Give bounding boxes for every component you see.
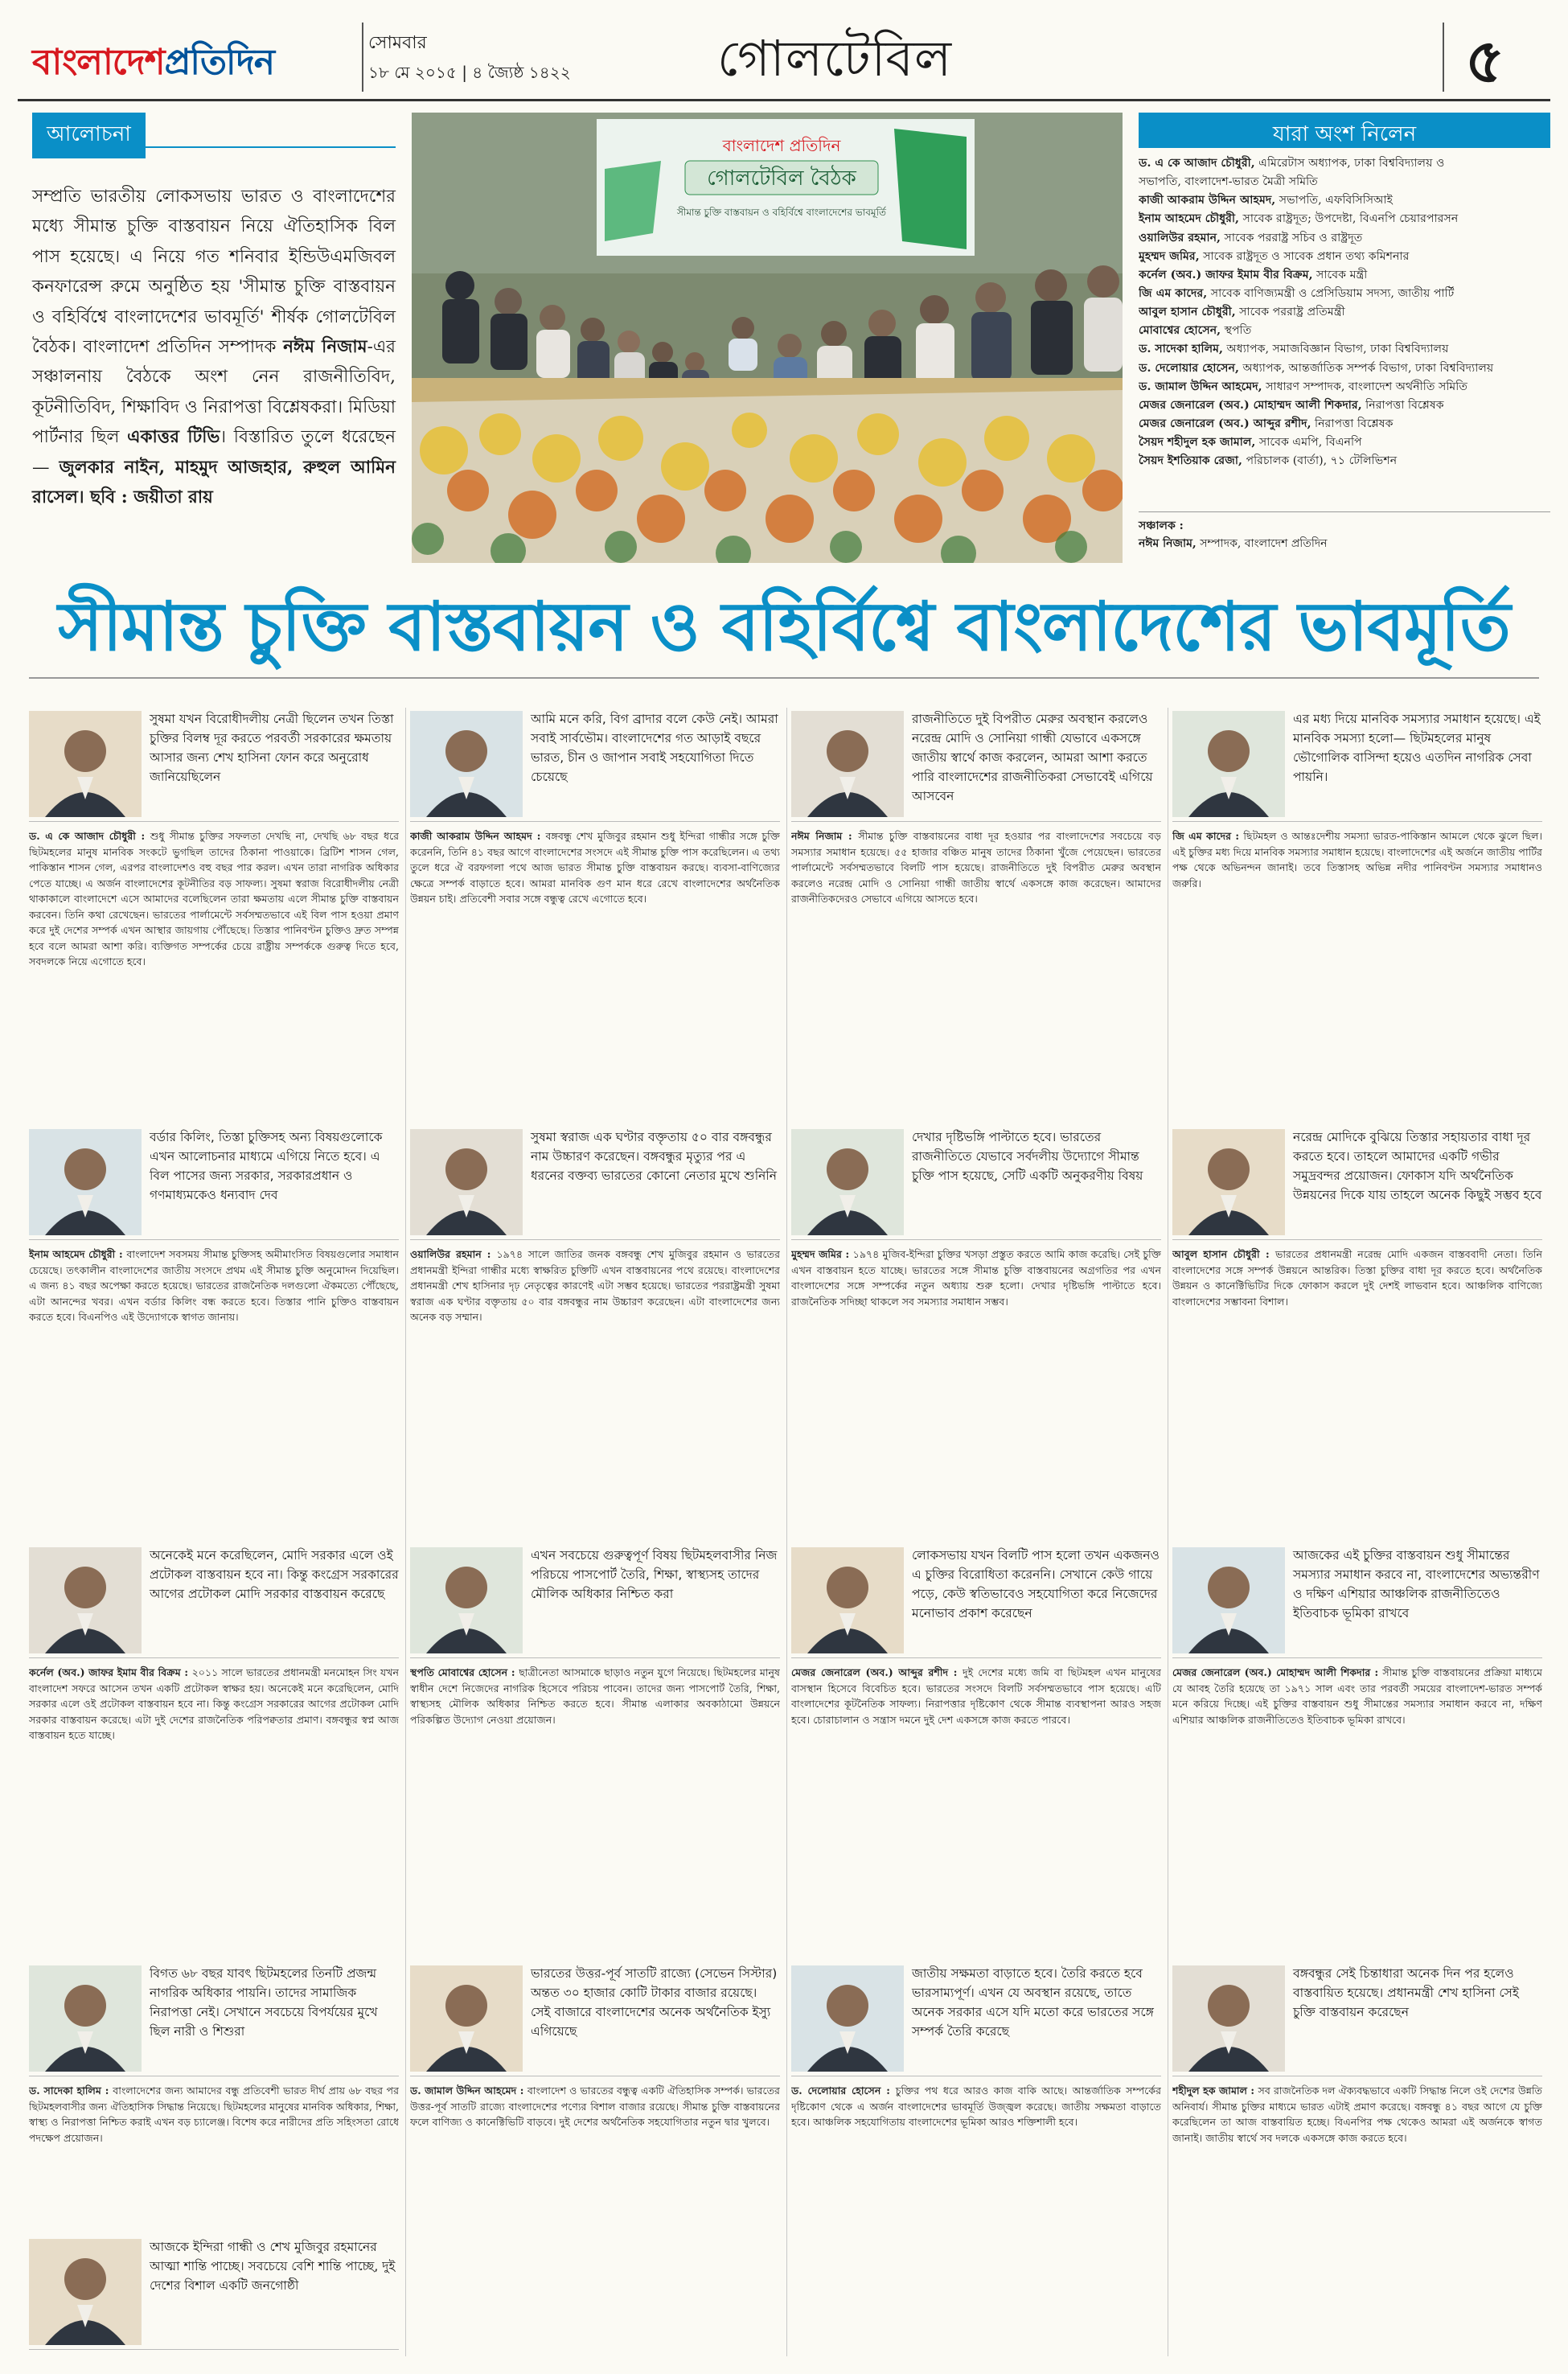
headline-rule <box>29 677 1539 679</box>
speaker-portrait <box>1172 1129 1285 1235</box>
speaker-text: ছাত্রীনেতা আসমাকে ছাড়াও নতুন যুগে নিয়েছে। ছিটমহলের মানুষ স্বাধীন দেশে নিজেদের নাগরিক হিসেবে পরিচয় পাবেন। তাদের জন্য পাসপোর্ট তৈরি, শিক্ষা, স্বাস্থ্যসহ মৌলিক অধিকার নিশ্চিত করতে হবে। সীমান্ত এলাকার অবকাঠামো উন্নয়নে পরিকল্পিত উদ্যোগ নেওয়া প্রয়োজন। <box>410 1666 780 1726</box>
page-number: ৫ <box>1465 25 1505 97</box>
pull-quote <box>410 1962 780 2076</box>
speaker-portrait <box>29 1547 142 1653</box>
speaker-text: ভারতের প্রধানমন্ত্রী নরেন্দ্র মোদি একজন বাস্তববাদী নেতা। তিনি বাংলাদেশের সঙ্গে সম্পর্ক উন্নয়নে আন্তরিক। তিস্তা চুক্তির বাধা দূর করতে হবে। অর্থনৈতিক উন্নয়ন ও কানেক্টিভিটির দিকে ফোকাস করলে দুই দেশই লাভবান হবে। আঞ্চলিক বাণিজ্যে বাংলাদেশের সম্ভাবনা বিশাল। <box>1172 1248 1542 1308</box>
speaker-name: ড. দেলোয়ার হোসেন : <box>791 2084 896 2097</box>
moderator-label: সঞ্চালক : <box>1139 520 1184 532</box>
speaker-text: সীমান্ত চুক্তি বাস্তবায়নের বাধা দূর হওয়ার পর বাংলাদেশের সবচেয়ে বড় সমস্যার সমাধান হয়েছে। ৫৫ হাজার বঞ্চিত মানুষ তাদের ঠিকানা খুঁজে পেয়েছেন। ভারতের পার্লামেন্টে সর্বসম্মতভাবে বিলটি পাস হয়েছে। রাজনীতিতে দুই বিপরীত মেরুর অবস্থান করলেও নরেন্দ্র মোদি ও সোনিয়া গান্ধী জাতীয় স্বার্থে একসঙ্গে কাজ করেছেন। আমাদের রাজনীতিকদেরও সেভাবে এগিয়ে আসতে হবে। <box>791 830 1161 906</box>
participant-desc: পরিচালক (বার্তা), ৭১ টেলিভিশন <box>1242 454 1398 468</box>
speaker-statement <box>791 2083 1161 2130</box>
banner-logo: বাংলাদেশ প্রতিদিন <box>722 136 841 155</box>
participant-row <box>1139 415 1550 433</box>
participant-row <box>1139 173 1550 191</box>
speaker-name: ওয়ালিউর রহমান : <box>410 1248 497 1260</box>
speaker-text: সীমান্ত চুক্তি বাস্তবায়নের প্রক্রিয়া মাধ্যমে যে আবহ তৈরি হয়েছে তা ১৯৭১ সাল এবং তার পরবর্তী সময়ের বাংলাদেশ-ভারত সম্পর্ক মনে করিয়ে দিচ্ছে। এই চুক্তির বাস্তবায়ন শুধু সীমান্তের সমস্যার সমাধান করবে না, দক্ষিণ এশিয়ার আঞ্চলিক রাজনীতিতেও ইতিবাচক ভূমিকা রাখবে। <box>1172 1666 1542 1726</box>
speaker-statement <box>1172 1247 1542 1309</box>
roundtable-photo-illustration <box>412 113 1123 563</box>
speaker-portrait <box>1172 1965 1285 2072</box>
speaker-portrait <box>791 1547 904 1653</box>
speaker-block <box>410 1962 780 2228</box>
speaker-portrait <box>791 1965 904 2072</box>
participant-row <box>1139 210 1550 228</box>
issue-date: ১৮ মে ২০১৫ | ৪ জ্যৈষ্ঠ ১৪২২ <box>368 63 571 82</box>
participants-label: যারা অংশ নিলেন <box>1139 113 1550 148</box>
speaker-text: বাংলাদেশের জন্য আমাদের বন্ধু প্রতিবেশী ভারত দীর্ঘ প্রায় ৬৮ বছর পর ছিটমহলবাসীর জন্য ঐতিহাসিক সিদ্ধান্ত নিয়েছে। ছিটমহলের মানুষের মানবিক অধিকার, শিক্ষা, স্বাস্থ্য ও নিরাপত্তা নিশ্চিত করাই এখন বড় চ্যালেঞ্জ। বিশেষ করে নারীদের প্রতি সহিংসতা রোধে পদক্ষেপ প্রয়োজন। <box>29 2084 399 2144</box>
issue-day: সোমবার <box>368 33 427 53</box>
pull-quote-text: আজকের এই চুক্তির বাস্তবায়ন শুধু সীমান্তের সমস্যার সমাধান করবে না, বাংলাদেশের অভ্যন্তরীণ ও দক্ষিণ এশিয়ার আঞ্চলিক রাজনীতিতেও ইতিবাচক ভূমিকা রাখবে <box>1293 1548 1540 1621</box>
speaker-block <box>791 1962 1161 2228</box>
participant-desc: সাবেক রাষ্ট্রদূত; উপদেষ্টা, বিএনপি চেয়ারপারসন <box>1238 212 1459 226</box>
pull-quote-text: জাতীয় সক্ষমতা বাড়াতে হবে। তৈরি করতে হবে ভারসাম্যপূর্ণ। এখন যে অবস্থান রয়েছে, তাতে অনেক সরকার এসে যদি মতো করে ভারতের সঙ্গে সম্পর্ক তৈরি করেছে <box>912 1966 1154 2039</box>
speaker-portrait <box>29 1129 142 1235</box>
intro-label-bar <box>32 113 396 148</box>
pull-quote <box>791 1126 1161 1240</box>
speaker-block <box>791 1544 1161 1946</box>
banner-title: গোলটেবিল বৈঠক <box>707 166 856 191</box>
pull-quote <box>1172 1544 1542 1658</box>
speaker-block <box>1172 1962 1542 2228</box>
column-divider <box>786 708 787 2356</box>
intro-text-b: -এর সঞ্চালনায় বৈঠকে অংশ নেন রাজনীতিবিদ, কূটনীতিবিদ, শিক্ষাবিদ ও নিরাপত্তা বিশ্লেষকরা। মিডিয়া পার্টনার ছিল <box>32 337 396 448</box>
speaker-name: মেজর জেনারেল (অব.) মোহাম্মদ আলী শিকদার : <box>1172 1666 1383 1678</box>
participant-name: ওয়ালিউর রহমান, <box>1139 231 1221 244</box>
participant-name: ইনাম আহমেদ চৌধুরী, <box>1139 212 1239 226</box>
roundtable-photo[interactable] <box>412 113 1123 563</box>
speaker-text: সব রাজনৈতিক দল ঐক্যবদ্ধভাবে একটি সিদ্ধান্ত নিলে ওই দেশের উন্নতি অনিবার্য। সীমান্ত চুক্তির মাধ্যমে ভারত এটাই প্রমাণ করেছে। বঙ্গবন্ধু ৪১ বছর আগে যে চুক্তি করেছিলেন তা আজ বাস্তবায়িত হচ্ছে। বিএনপির পক্ষ থেকেও আমরা এই অর্জনকে স্বাগত জানাই। জাতীয় স্বার্থে সব দলকে একসঙ্গে কাজ করতে হবে। <box>1172 2084 1542 2144</box>
speaker-statement <box>791 1665 1161 1727</box>
participant-row <box>1139 303 1550 322</box>
pull-quote-text: এখন সবচেয়ে গুরুত্বপূর্ণ বিষয় ছিটমহলবাসীর নিজ পরিচয়ে পাসপোর্ট তৈরি, শিক্ষা, স্বাস্থ্যসহ তাদের মৌলিক অধিকার নিশ্চিত করা <box>531 1548 778 1602</box>
speaker-text: বাংলাদেশ ও ভারতের বন্ধুত্ব একটি ঐতিহাসিক সম্পর্ক। ভারতের উত্তর-পূর্ব সাতটি রাজ্যে বাংলাদেশের পণ্যের বিশাল বাজার রয়েছে। সীমান্ত চুক্তি বাস্তবায়নের ফলে বাণিজ্য ও কানেক্টিভিটি বাড়বে। দুই দেশের অর্থনৈতিক সহযোগিতার নতুন দ্বার খুলবে। <box>410 2084 780 2129</box>
pull-quote <box>791 1544 1161 1658</box>
participants-list <box>1139 154 1550 470</box>
speaker-text: শুধু সীমান্ত চুক্তির সফলতা দেখছি না, দেখছি ৬৮ বছর ধরে ছিটমহলের মানুষ মানবিক সংকটে ভুগছিল তাদের ঠিকানা পাওয়াকে। ব্রিটিশ শাসন গেল, পাকিস্তান শাসন গেল, এরপর বাংলাদেশও বহু বছর পার করল। এখন তারা নাগরিক অধিকার পেতে যাচ্ছে। এ অর্জন বাংলাদেশের কূটনীতির বড় সাফল্য। সুষমা স্বরাজ বিরোধীদলীয় নেত্রী থাকাকালে বাংলাদেশে এসে আমাদের বলেছিলেন তারা ক্ষমতায় এলে সীমান্ত চুক্তি বাস্তবায়ন করবেন। তিনি কথা রেখেছেন। ভারতের পার্লামেন্টে সর্বসম্মতভাবে এই বিল পাস হওয়া প্রমাণ করে দুই দেশের সম্পর্ক এখন আস্থার জায়গায় পৌঁছেছে। তিস্তার পানিবণ্টন চুক্তিও দ্রুত সম্পন্ন হবে বলে আমরা আশা করি। ব্যক্তিগত সম্পর্কের চেয়ে রাষ্ট্রীয় সম্পর্ককে গুরুত্ব দিতে হবে, সবদলকে নিয়ে এগোতে হবে। <box>29 830 399 968</box>
participant-name: মেজর জেনারেল (অব.) মোহাম্মদ আলী শিকদার, <box>1139 398 1362 412</box>
speaker-name: ড. জামাল উদ্দিন আহমেদ : <box>410 2084 527 2097</box>
pull-quote-text: লোকসভায় যখন বিলটি পাস হলো তখন একজনও এ চুক্তির বিরোধিতা করেননি। সেখানে কেউ গায়ে পড়ে, কেউ স্বতিভাবেও সহযোগিতা করে নিজেদের মনোভাব প্রকাশ করেছেন <box>912 1548 1160 1621</box>
participant-row <box>1139 396 1550 415</box>
intro-text-c: । বিস্তারিত তুলে ধরেছেন— <box>32 427 396 478</box>
speaker-name: কর্নেল (অব.) জাফর ইমাম বীর বিক্রম : <box>29 1666 192 1678</box>
participant-desc: স্থপতি <box>1221 324 1252 338</box>
participant-name: সৈয়দ ইশতিয়াক রেজা, <box>1139 454 1242 468</box>
participant-desc: এমিরেটাস অধ্যাপক, ঢাকা বিশ্ববিদ্যালয় ও <box>1254 157 1445 170</box>
speaker-statement <box>1172 1665 1542 1727</box>
speaker-name: ইনাম আহমেদ চৌধুরী : <box>29 1248 127 1260</box>
speaker-text: দুই দেশের মধ্যে জমি বা ছিটমহল এখন মানুষের বাসস্থান হিসেবে বিবেচিত হবে। ভারতের সংসদে বিলটি সর্বসম্মতভাবে পাস হয়েছে। এটি বাংলাদেশের কূটনৈতিক সাফল্য। নিরাপত্তার দৃষ্টিকোণ থেকে সীমান্ত ব্যবস্থাপনা আরও সহজ হবে। চোরাচালান ও সন্ত্রাস দমনে দুই দেশ একসঙ্গে কাজ করতে পারবে। <box>791 1666 1161 1726</box>
participant-row <box>1139 433 1550 452</box>
intro-label: আলোচনা <box>32 113 146 158</box>
participant-row <box>1139 452 1550 470</box>
speaker-portrait <box>791 711 904 817</box>
moderator-line <box>1139 511 1550 553</box>
intro-editor-name: নঈম নিজাম <box>283 337 367 358</box>
moderator-name: নঈম নিজাম, <box>1139 537 1197 551</box>
participant-name: ড. দেলোয়ার হোসেন, <box>1139 361 1239 375</box>
participant-name: মোবাশ্বের হোসেন, <box>1139 324 1221 338</box>
pull-quote <box>410 708 780 822</box>
pull-quote-text: এর মধ্য দিয়ে মানবিক সমস্যার সমাধান হয়েছে। এই মানবিক সমস্যা হলো— ছিটমহলের মানুষ ভৌগোলিক বাসিন্দা হয়েও এতদিন নাগরিক সেবা পায়নি। <box>1293 712 1541 785</box>
pull-quote <box>29 1962 399 2076</box>
pull-quote <box>29 2236 399 2350</box>
participant-desc: সাবেক রাষ্ট্রদূত ও সাবেক প্রধান তথ্য কমিশনার <box>1199 249 1410 263</box>
intro-media-partner: একাত্তর টিভি <box>127 427 220 448</box>
speaker-portrait <box>29 1965 142 2072</box>
participant-desc: সাধারণ সম্পাদক, বাংলাদেশ অর্থনীতি সমিতি <box>1262 380 1467 393</box>
intro-reporters: জুলকার নাইন, মাহমুদ আজহার, রুহুল আমিন রাসেল। ছবি : জয়ীতা রায় <box>32 457 396 508</box>
speaker-statement <box>1172 2083 1542 2146</box>
participant-desc: সাবেক এমপি, বিএনপি <box>1255 436 1362 450</box>
speaker-block <box>1172 708 1542 1110</box>
speaker-name: জি এম কাদের : <box>1172 830 1244 842</box>
speaker-statement <box>29 828 399 970</box>
speaker-text: ছিটমহল ও আন্তঃদেশীয় সমস্যা ভারত-পাকিস্তান আমলে থেকে ঝুলে ছিল। এই চুক্তির মধ্য দিয়ে মানবিক সমস্যার সমাধান হয়েছে। বাংলাদেশের এই অর্জনে জাতীয় পার্টির পক্ষ থেকে অভিনন্দন জানাই। তবে তিস্তাসহ অভিন্ন নদীর পানিবণ্টন সমস্যার সমাধানও জরুরি। <box>1172 830 1542 889</box>
speaker-text: ১৯৭৪ সালে জাতির জনক বঙ্গবন্ধু শেখ মুজিবুর রহমান ও ভারতের প্রধানমন্ত্রী ইন্দিরা গান্ধীর মধ্যে স্বাক্ষরিত চুক্তিটি এখন বাস্তবায়নের পথে রয়েছে। বাংলাদেশের প্রধানমন্ত্রী শেখ হাসিনার দৃঢ় নেতৃত্বের কারণেই এটা সম্ভব হয়েছে। ভারতের পররাষ্ট্রমন্ত্রী সুষমা স্বরাজ এক ঘণ্টার বক্তৃতায় ৫০ বার বঙ্গবন্ধুর নাম উচ্চারণ করেছেন। এটা বাংলাদেশের জন্য অনেক বড় সম্মান। <box>410 1248 780 1324</box>
speaker-statement <box>1172 828 1542 891</box>
speaker-statement <box>410 1247 780 1325</box>
pull-quote-text: অনেকেই মনে করেছিলেন, মোদি সরকার এলে ওই প্রটোকল বাস্তবায়ন হবে না। কিন্তু কংগ্রেস সরকারের আগের প্রটোকল মোদি সরকার বাস্তবায়ন করেছে <box>150 1548 399 1602</box>
main-headline: সীমান্ত চুক্তি বাস্তবায়ন ও বহির্বিশ্বে বাংলাদেশের ভাবমূর্তি <box>58 586 1510 666</box>
pull-quote-text: বর্ডার কিলিং, তিস্তা চুক্তিসহ অন্য বিষয়গুলোকে এখন আলোচনার মাধ্যমে এগিয়ে নিতে হবে। এ বিল পাসের জন্য সরকার, সরকারপ্রধান ও গণমাধ্যমকেও ধন্যবাদ দেব <box>150 1130 383 1203</box>
speaker-text: ১৯৭৪ মুজিব-ইন্দিরা চুক্তির খসড়া প্রস্তুত করতে আমি কাজ করেছি। সেই চুক্তি এখন বাস্তবায়ন হতে যাচ্ছে। ভারতের সঙ্গে সীমান্ত চুক্তি বাস্তবায়নের অগ্রগতির পর এখন বাংলাদেশের সঙ্গে সম্পর্কের নতুন অধ্যায় শুরু হলো। দেখার দৃষ্টিভঙ্গি পাল্টাতে হবে। রাজনৈতিক সদিচ্ছা থাকলে সব সমস্যার সমাধান সম্ভব। <box>791 1248 1161 1308</box>
pull-quote-text: বিগত ৬৮ বছর যাবৎ ছিটমহলের তিনটি প্রজন্ম নাগরিক অধিকার পায়নি। তাদের সামাজিক নিরাপত্তা নেই। সেখানে সবচেয়ে বিপর্যয়ের মুখে ছিল নারী ও শিশুরা <box>150 1966 378 2039</box>
participant-row <box>1139 266 1550 285</box>
speaker-block <box>29 2236 399 2364</box>
participant-desc: অধ্যাপক, আন্তর্জাতিক সম্পর্ক বিভাগ, ঢাকা বিশ্ববিদ্যালয় <box>1238 361 1494 375</box>
participant-row <box>1139 191 1550 210</box>
speaker-name: মেজর জেনারেল (অব.) আব্দুর রশীদ : <box>791 1666 963 1678</box>
participant-desc: সাবেক পররাষ্ট্র প্রতিমন্ত্রী <box>1235 306 1345 319</box>
logo-text-1: বাংলাদেশ <box>32 42 165 83</box>
participant-desc: সাবেক মন্ত্রী <box>1312 268 1368 281</box>
participant-row <box>1139 154 1550 173</box>
speaker-statement <box>29 2083 399 2146</box>
pull-quote <box>1172 708 1542 822</box>
participant-row <box>1139 378 1550 396</box>
pull-quote-text: বঙ্গবন্ধুর সেই চিন্তাধারা অনেক দিন পর হলেও বাস্তবায়িত হয়েছে। প্রধানমন্ত্রী শেখ হাসিনা সেই চুক্তি বাস্তবায়ন করেছেন <box>1293 1966 1519 2020</box>
participant-row <box>1139 248 1550 266</box>
speaker-statement <box>410 2083 780 2130</box>
participant-name: সৈয়দ শহীদুল হক জামাল, <box>1139 436 1256 450</box>
participant-row <box>1139 229 1550 248</box>
speaker-portrait <box>29 2239 142 2345</box>
speaker-block <box>29 1962 399 2228</box>
participant-name: ড. এ কে আজাদ চৌধুরী, <box>1139 157 1255 170</box>
pull-quote <box>410 1544 780 1658</box>
speaker-statement <box>29 1247 399 1325</box>
speaker-statement <box>410 828 780 907</box>
pull-quote <box>29 708 399 822</box>
participant-desc: সভাপতি, এফবিসিসিআই <box>1275 194 1394 207</box>
newspaper-logo[interactable] <box>32 35 274 94</box>
speaker-block <box>791 708 1161 1110</box>
intro-paragraph <box>32 182 396 512</box>
participant-name: মুহম্মদ জমির, <box>1139 249 1200 263</box>
speaker-portrait <box>410 1129 523 1235</box>
pull-quote-text: নরেন্দ্র মোদিকে বুঝিয়ে তিস্তার সহায়তার বাধা দূর করতে হবে। তাহলে আমাদের একটি গভীর সমুদ্রবন্দর প্রয়োজন। ফোকাস যদি অর্থনৈতিক উন্নয়নের দিকে যায় তাহলে অনেক কিছুই সম্ভব হবে <box>1293 1130 1542 1203</box>
speaker-block <box>29 1126 399 1528</box>
pull-quote-text: আজকে ইন্দিরা গান্ধী ও শেখ মুজিবুর রহমানের আত্মা শান্তি পাচ্ছে। সবচেয়ে বেশি শান্তি পাচ্ছে, দুই দেশের বিশাল একটি জনগোষ্ঠী <box>150 2240 396 2294</box>
speaker-portrait <box>410 1547 523 1653</box>
column-divider <box>405 708 406 2356</box>
speaker-block <box>1172 1544 1542 1946</box>
speaker-block <box>410 1544 780 1946</box>
speaker-block <box>29 708 399 1110</box>
speaker-portrait <box>410 711 523 817</box>
pull-quote <box>1172 1962 1542 2076</box>
speaker-statement <box>791 1247 1161 1309</box>
participant-desc: সাবেক পররাষ্ট্র সচিব ও রাষ্ট্রদূত <box>1221 231 1363 244</box>
pull-quote-text: ভারতের উত্তর-পূর্ব সাতটি রাজ্যে (সেভেন সিস্টার) অন্তত ৩০ হাজার কোটি টাকার বাজার রয়েছে। সেই বাজারে বাংলাদেশের অনেক অর্থনৈতিক ইস্যু এগিয়েছে <box>531 1966 778 2039</box>
pull-quote-text: সুষমা যখন বিরোধীদলীয় নেত্রী ছিলেন তখন তিস্তা চুক্তির বিলম্ব দূর করতে পরবর্তী সরকারের ক্ষমতায় আসার জন্য শেখ হাসিনা ফোন করে অনুরোধ জানিয়েছিলেন <box>150 712 394 785</box>
speaker-portrait <box>29 711 142 817</box>
speaker-name: আবুল হাসান চৌধুরী : <box>1172 1248 1275 1260</box>
speaker-name: নঈম নিজাম : <box>791 830 859 842</box>
speaker-name: ড. এ কে আজাদ চৌধুরী : <box>29 830 150 842</box>
participant-desc: নিরাপত্তা বিশ্লেষক <box>1311 417 1394 430</box>
pull-quote <box>1172 1126 1542 1240</box>
speaker-statement <box>410 1665 780 1727</box>
participant-desc: সভাপতি, বাংলাদেশ-ভারত মৈত্রী সমিতি <box>1139 175 1318 189</box>
speaker-block <box>791 1126 1161 1528</box>
speaker-block <box>410 1126 780 1528</box>
pull-quote <box>29 1126 399 1240</box>
speaker-name: ড. সাদেকা হালিম : <box>29 2084 113 2097</box>
participant-name: ড. সাদেকা হালিম, <box>1139 343 1223 356</box>
speaker-text: বঙ্গবন্ধু শেখ মুজিবুর রহমান শুধু ইন্দিরা গান্ধীর সঙ্গে চুক্তি করেননি, তিনি ৪১ বছর আগে বাংলাদেশের সংসদে এই সীমান্ত চুক্তি পাস করেছিলেন। এ তথ্য তুলে ধরে ঐ বরফগলা পথে আজ ভারত সীমান্ত চুক্তি বাস্তবায়ন করছে। ব্যবসা-বাণিজ্যের ক্ষেত্রে সম্পর্ক বাড়াতে হবে। আমরা মানবিক গুণ মান ধরে রেখে বাংলাদেশের অর্থনৈতিক উন্নয়ন চাই। প্রতিবেশী সবার সঙ্গে বন্ধুত্ব রেখে এগোতে হবে। <box>410 830 780 906</box>
speaker-text: বাংলাদেশ সবসময় সীমান্ত চুক্তিসহ অমীমাংসিত বিষয়গুলোর সমাধান চেয়েছে। তৎকালীন বাংলাদেশের জাতীয় সংসদে প্রথম এই সীমান্ত চুক্তি অনুমোদন দিয়েছিল। এ জন্য ৪১ বছর অপেক্ষা করতে হয়েছে। ভারতের রাজনৈতিক দলগুলো ঐকমত্যে পৌঁছেছে, এটা আনন্দের খবর। এখন বর্ডার কিলিং বন্ধ করতে হবে। তিস্তার পানি চুক্তিও বাস্তবায়ন করতে হবে। বিএনপিও এই উদ্যোগকে স্বাগত জানায়। <box>29 1248 399 1324</box>
pull-quote-text: আমি মনে করি, বিগ ব্রাদার বলে কেউ নেই। আমরা সবাই সার্বভৌম। বাংলাদেশের গত আড়াই বছরে ভারত, চীন ও জাপান সবাই সহযোগিতা দিতে চেয়েছে <box>531 712 778 785</box>
speaker-portrait <box>791 1129 904 1235</box>
speaker-name: স্থপতি মোবাশ্বের হোসেন : <box>410 1666 519 1678</box>
logo-text-2: প্রতিদিন <box>164 42 274 83</box>
speaker-block <box>410 708 780 1110</box>
participant-name: আবুল হাসান চৌধুরী, <box>1139 306 1236 319</box>
participant-name: কাজী আকরাম উদ্দিন আহমদ, <box>1139 194 1276 207</box>
speaker-text: চুক্তির পথ ধরে আরও কাজ বাকি আছে। আন্তর্জাতিক সম্পর্কের দৃষ্টিকোণ থেকে এ অর্জন বাংলাদেশের ভাবমূর্তি উজ্জ্বল করেছে। জাতীয় সক্ষমতা বাড়াতে হবে। আঞ্চলিক সহযোগিতায় বাংলাদেশের ভূমিকা আরও শক্তিশালী হবে। <box>791 2084 1161 2129</box>
moderator-desc: সম্পাদক, বাংলাদেশ প্রতিদিন <box>1196 537 1328 551</box>
masthead-divider <box>362 23 363 92</box>
participant-name: ড. জামাল উদ্দিন আহমেদ, <box>1139 380 1262 393</box>
speaker-text: ২০১১ সালে ভারতের প্রধানমন্ত্রী মনমোহন সিং যখন বাংলাদেশ সফরে আসেন তখন একটি প্রটোকল স্বাক্ষর হয়। অনেকেই মনে করেছিলেন, মোদি সরকার এলে ওই প্রটোকল বাস্তবায়ন হবে না। কিন্তু কংগ্রেস সরকারের আগের প্রটোকল মোদি সরকার বাস্তবায়ন করেছে। এটা দুই দেশের রাজনৈতিক পরিপক্বতার প্রমাণ। বঙ্গবন্ধুর স্বপ্ন আজ বাস্তবায়ন হতে যাচ্ছে। <box>29 1666 399 1742</box>
participant-name: মেজর জেনারেল (অব.) আব্দুর রশীদ, <box>1139 417 1311 430</box>
participant-row <box>1139 340 1550 359</box>
participant-desc: অধ্যাপক, সমাজবিজ্ঞান বিভাগ, ঢাকা বিশ্ববিদ্যালয় <box>1222 343 1449 356</box>
speaker-statement <box>791 828 1161 907</box>
pull-quote-text: দেখার দৃষ্টিভঙ্গি পাল্টাতে হবে। ভারতের রাজনীতিতে যেভাবে সর্বদলীয় উদ্যোগে সীমান্ত চুক্তি পাস হয়েছে, সেটি একটি অনুকরণীয় বিষয় <box>912 1130 1143 1184</box>
masthead-divider-right <box>1443 23 1444 92</box>
participant-row <box>1139 285 1550 303</box>
speaker-portrait <box>1172 1547 1285 1653</box>
pull-quote <box>410 1126 780 1240</box>
participant-desc: নিরাপত্তা বিশ্লেষক <box>1361 398 1444 412</box>
speaker-name: কাজী আকরাম উদ্দিন আহমদ : <box>410 830 546 842</box>
banner-subtitle: সীমান্ত চুক্তি বাস্তবায়ন ও বহির্বিশ্বে বাংলাদেশের ভাবমূর্তি <box>676 207 887 218</box>
participant-name: কর্নেল (অব.) জাফর ইমাম বীর বিক্রম, <box>1139 268 1313 281</box>
pull-quote <box>791 1962 1161 2076</box>
participant-name: জি এম কাদের, <box>1139 286 1208 300</box>
speaker-statement <box>29 1665 399 1744</box>
participant-row <box>1139 359 1550 378</box>
speaker-portrait <box>410 1965 523 2072</box>
masthead <box>18 14 1550 101</box>
participant-row <box>1139 322 1550 340</box>
speaker-block <box>1172 1126 1542 1528</box>
pull-quote <box>29 1544 399 1658</box>
participant-desc: সাবেক বাণিজ্যমন্ত্রী ও প্রেসিডিয়াম সদস্য, জাতীয় পার্টি <box>1207 286 1455 300</box>
pull-quote <box>791 708 1161 822</box>
speaker-name: শহীদুল হক জামাল : <box>1172 2084 1258 2097</box>
section-title: গোলটেবিল <box>717 29 953 88</box>
speaker-name: মুহম্মদ জমির : <box>791 1248 853 1260</box>
intro-text-a: সম্প্রতি ভারতীয় লোকসভায় ভারত ও বাংলাদেশের মধ্যে সীমান্ত চুক্তি বাস্তবায়ন নিয়ে ঐতিহাসিক বিল পাস হয়েছে। এ নিয়ে গত শনিবার ইন্ডিউএমজিবল কনফারেন্স রুমে অনুষ্ঠিত হয় 'সীমান্ত চুক্তি বাস্তবায়ন ও বহির্বিশ্বে বাংলাদেশের ভাবমূর্তি' শীর্ষক গোলটেবিল বৈঠক। বাংলাদেশ প্রতিদিন সম্পাদক <box>32 187 396 358</box>
speaker-block <box>29 1544 399 1946</box>
speaker-portrait <box>1172 711 1285 817</box>
pull-quote-text: রাজনীতিতে দুই বিপরীত মেরুর অবস্থান করলেও নরেন্দ্র মোদি ও সোনিয়া গান্ধী যেভাবে একসঙ্গে জাতীয় স্বার্থে কাজ করলেন, আমরা আশা করতে পারি বাংলাদেশের রাজনীতিকরা সেভাবেই এগিয়ে আসবেন <box>912 712 1153 804</box>
pull-quote-text: সুষমা স্বরাজ এক ঘণ্টার বক্তৃতায় ৫০ বার বঙ্গবন্ধুর নাম উচ্চারণ করেছেন। বঙ্গবন্ধুর মৃত্যুর পর এ ধরনের বক্তব্য ভারতের কোনো নেতার মুখে শুনিনি <box>531 1130 778 1184</box>
